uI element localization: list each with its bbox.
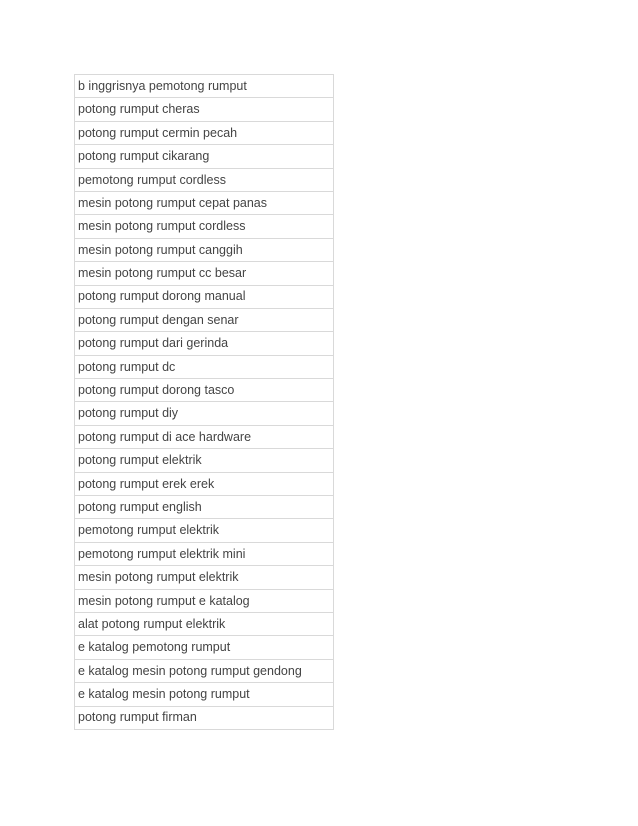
table-cell: alat potong rumput elektrik <box>75 612 334 635</box>
table-cell: b inggrisnya pemotong rumput <box>75 75 334 98</box>
table-row <box>75 121 334 144</box>
table-cell: potong rumput elektrik <box>75 449 334 472</box>
table-row <box>75 706 334 729</box>
table-row <box>75 285 334 308</box>
table-cell: potong rumput dengan senar <box>75 308 334 331</box>
table-cell: potong rumput cermin pecah <box>75 121 334 144</box>
table-row <box>75 402 334 425</box>
table-row <box>75 379 334 402</box>
table-row <box>75 262 334 285</box>
table-row <box>75 683 334 706</box>
table-cell: potong rumput di ace hardware <box>75 425 334 448</box>
table-cell: mesin potong rumput cordless <box>75 215 334 238</box>
table-row <box>75 425 334 448</box>
table-cell: potong rumput dc <box>75 355 334 378</box>
table-cell: potong rumput cheras <box>75 98 334 121</box>
table-row <box>75 308 334 331</box>
table-row <box>75 332 334 355</box>
table-cell: mesin potong rumput e katalog <box>75 589 334 612</box>
keyword-table <box>74 74 334 730</box>
table-cell: potong rumput english <box>75 496 334 519</box>
table-cell: pemotong rumput elektrik mini <box>75 542 334 565</box>
table-cell: mesin potong rumput elektrik <box>75 566 334 589</box>
table-row <box>75 215 334 238</box>
table-cell: potong rumput dorong manual <box>75 285 334 308</box>
table-row <box>75 612 334 635</box>
table-row <box>75 449 334 472</box>
table-row <box>75 496 334 519</box>
table-cell: potong rumput dorong tasco <box>75 379 334 402</box>
table-cell: mesin potong rumput canggih <box>75 238 334 261</box>
table-row <box>75 566 334 589</box>
table-row <box>75 589 334 612</box>
table-row <box>75 519 334 542</box>
table-cell: e katalog mesin potong rumput gendong <box>75 659 334 682</box>
table-row <box>75 191 334 214</box>
table-row <box>75 75 334 98</box>
table-row <box>75 145 334 168</box>
table-cell: mesin potong rumput cepat panas <box>75 191 334 214</box>
table-cell: e katalog mesin potong rumput <box>75 683 334 706</box>
table-cell: e katalog pemotong rumput <box>75 636 334 659</box>
table-cell: potong rumput erek erek <box>75 472 334 495</box>
table-cell: pemotong rumput cordless <box>75 168 334 191</box>
table-row <box>75 636 334 659</box>
table-row <box>75 542 334 565</box>
table-row <box>75 168 334 191</box>
table-cell: potong rumput cikarang <box>75 145 334 168</box>
table-row <box>75 238 334 261</box>
keyword-table-body <box>75 75 334 730</box>
table-row <box>75 98 334 121</box>
table-cell: pemotong rumput elektrik <box>75 519 334 542</box>
table-cell: potong rumput dari gerinda <box>75 332 334 355</box>
table-cell: mesin potong rumput cc besar <box>75 262 334 285</box>
table-row <box>75 355 334 378</box>
table-cell: potong rumput firman <box>75 706 334 729</box>
table-row <box>75 472 334 495</box>
table-row <box>75 659 334 682</box>
table-cell: potong rumput diy <box>75 402 334 425</box>
